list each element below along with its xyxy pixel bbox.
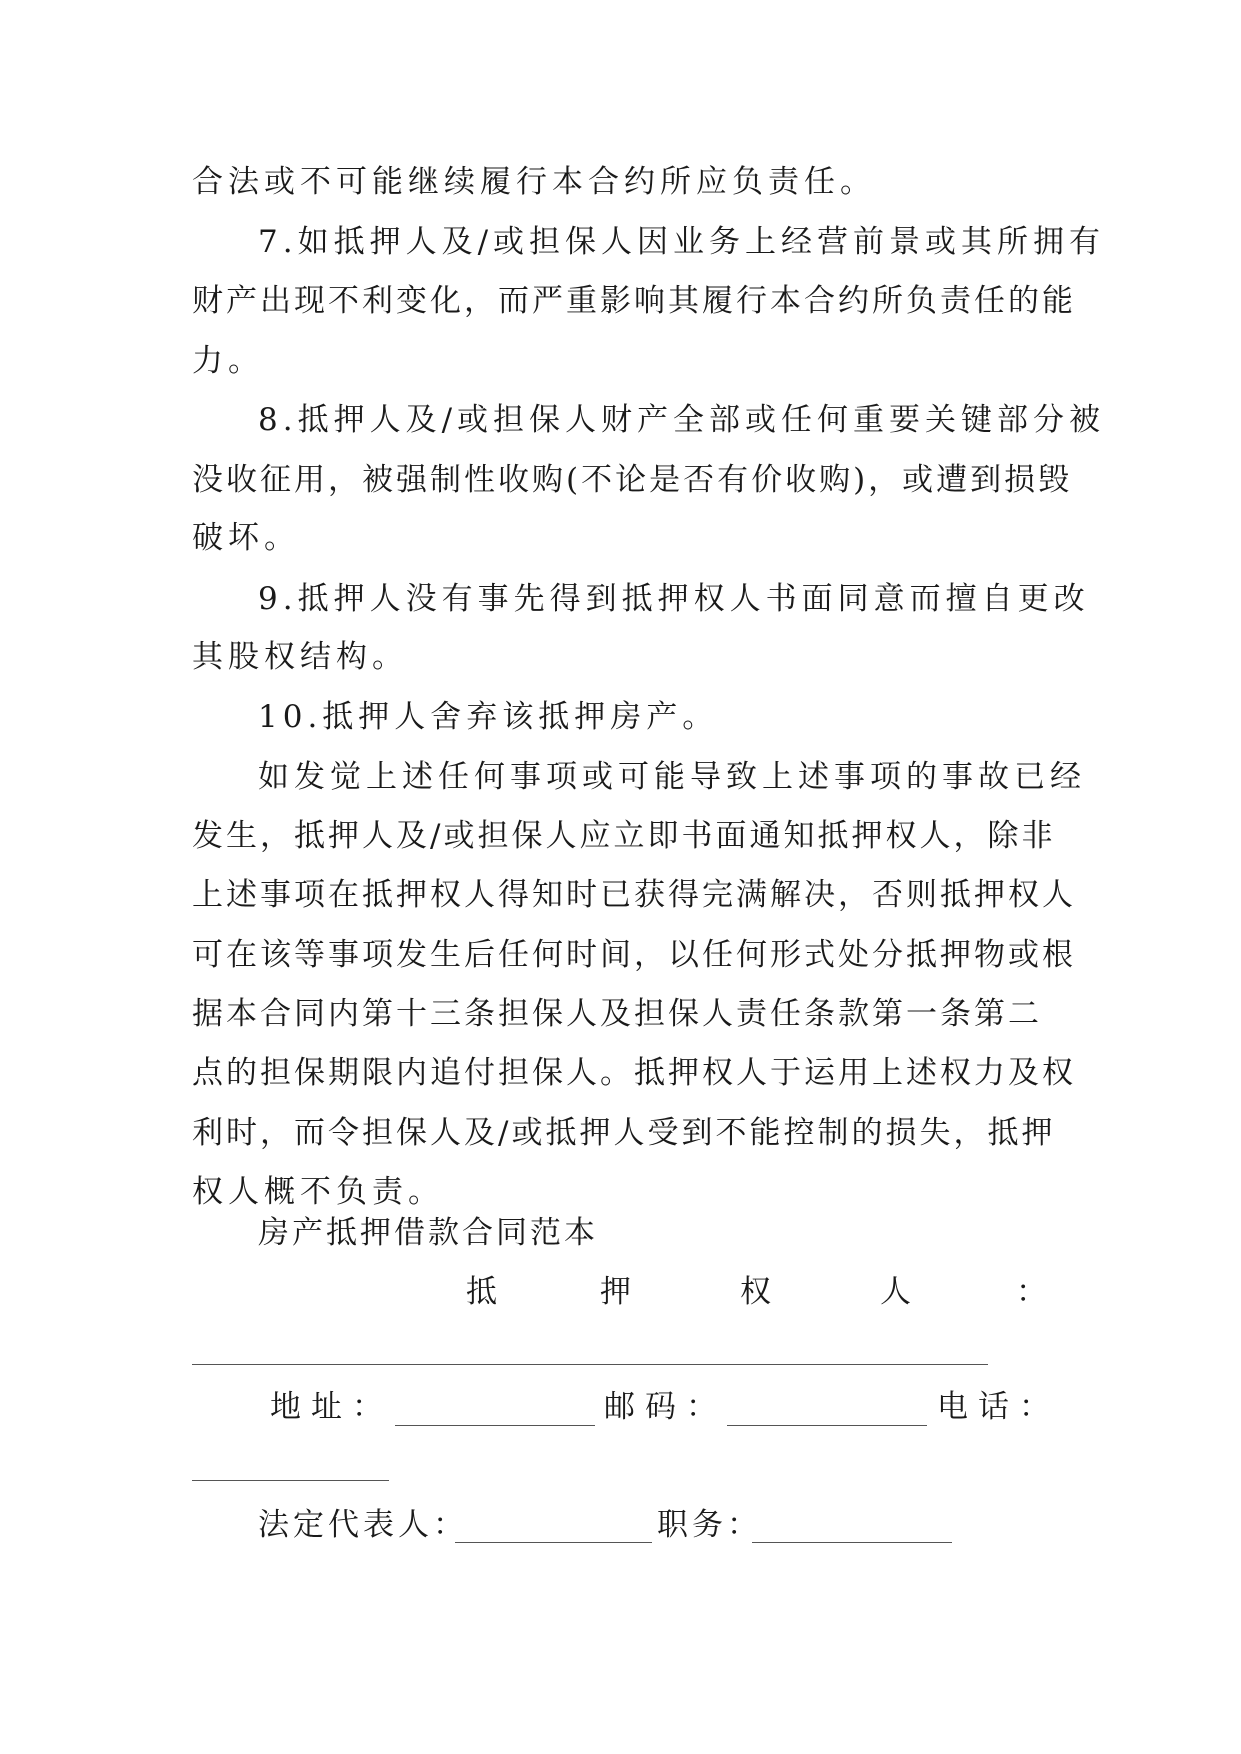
phone-label: 电话： [937,1389,1060,1425]
address-label: 地址： [270,1389,393,1425]
mortgagee-label-char: 押 [600,1274,636,1310]
mortgagee-label-char: 权 [740,1274,776,1310]
clause-9-line: 9.抵押人没有事先得到抵押权人书面同意而擅自更改 [258,581,1090,617]
clause-7-line: 力。 [192,343,264,379]
position-label: 职务： [657,1507,762,1543]
legal-representative-label: 法定代表人： [258,1507,468,1543]
clause-8-line: 破坏。 [192,520,300,556]
postcode-blank-line [727,1425,927,1426]
mortgagee-label-char: 抵 [466,1274,502,1310]
mortgagee-blank-line [192,1364,988,1365]
notice-line: 据本合同内第十三条担保人及担保人责任条款第一条第二 [192,996,1042,1032]
address-blank-line [395,1425,595,1426]
notice-line: 发生，抵押人及/或担保人应立即书面通知抵押权人，除非 [192,818,1056,854]
notice-line: 可在该等事项发生后任何时间，以任何形式处分抵押物或根 [192,937,1076,973]
clause-8-line: 没收征用，被强制性收购(不论是否有价收购)，或遭到损毁 [192,462,1073,498]
postcode-label: 邮码： [604,1389,727,1425]
position-blank-line [752,1542,952,1543]
legal-representative-blank-line [455,1542,652,1543]
clause-7-line: 7.如抵押人及/或担保人因业务上经营前景或其所拥有 [258,224,1106,260]
clause-8-line: 8.抵押人及/或担保人财产全部或任何重要关键部分被 [258,402,1106,438]
contract-title: 房产抵押借款合同范本 [258,1215,598,1251]
mortgagee-label-char: ： [1016,1274,1052,1310]
notice-line: 如发觉上述任何事项或可能导致上述事项的事故已经 [258,759,1086,795]
paragraph-line: 合法或不可能继续履行本合约所应负责任。 [192,164,876,200]
mortgagee-label-char: 人 [880,1274,916,1310]
clause-9-line: 其股权结构。 [192,639,408,675]
notice-line: 利时，而令担保人及/或抵押人受到不能控制的损失，抵押 [192,1115,1056,1151]
notice-line: 权人概不负责。 [192,1174,444,1210]
phone-blank-line [192,1480,389,1481]
clause-10-line: 10.抵押人舍弃该抵押房产。 [258,699,719,735]
notice-line: 上述事项在抵押权人得知时已获得完满解决，否则抵押权人 [192,877,1076,913]
notice-line: 点的担保期限内追付担保人。抵押权人于运用上述权力及权 [192,1055,1076,1091]
clause-7-line: 财产出现不利变化，而严重影响其履行本合约所负责任的能 [192,283,1076,319]
